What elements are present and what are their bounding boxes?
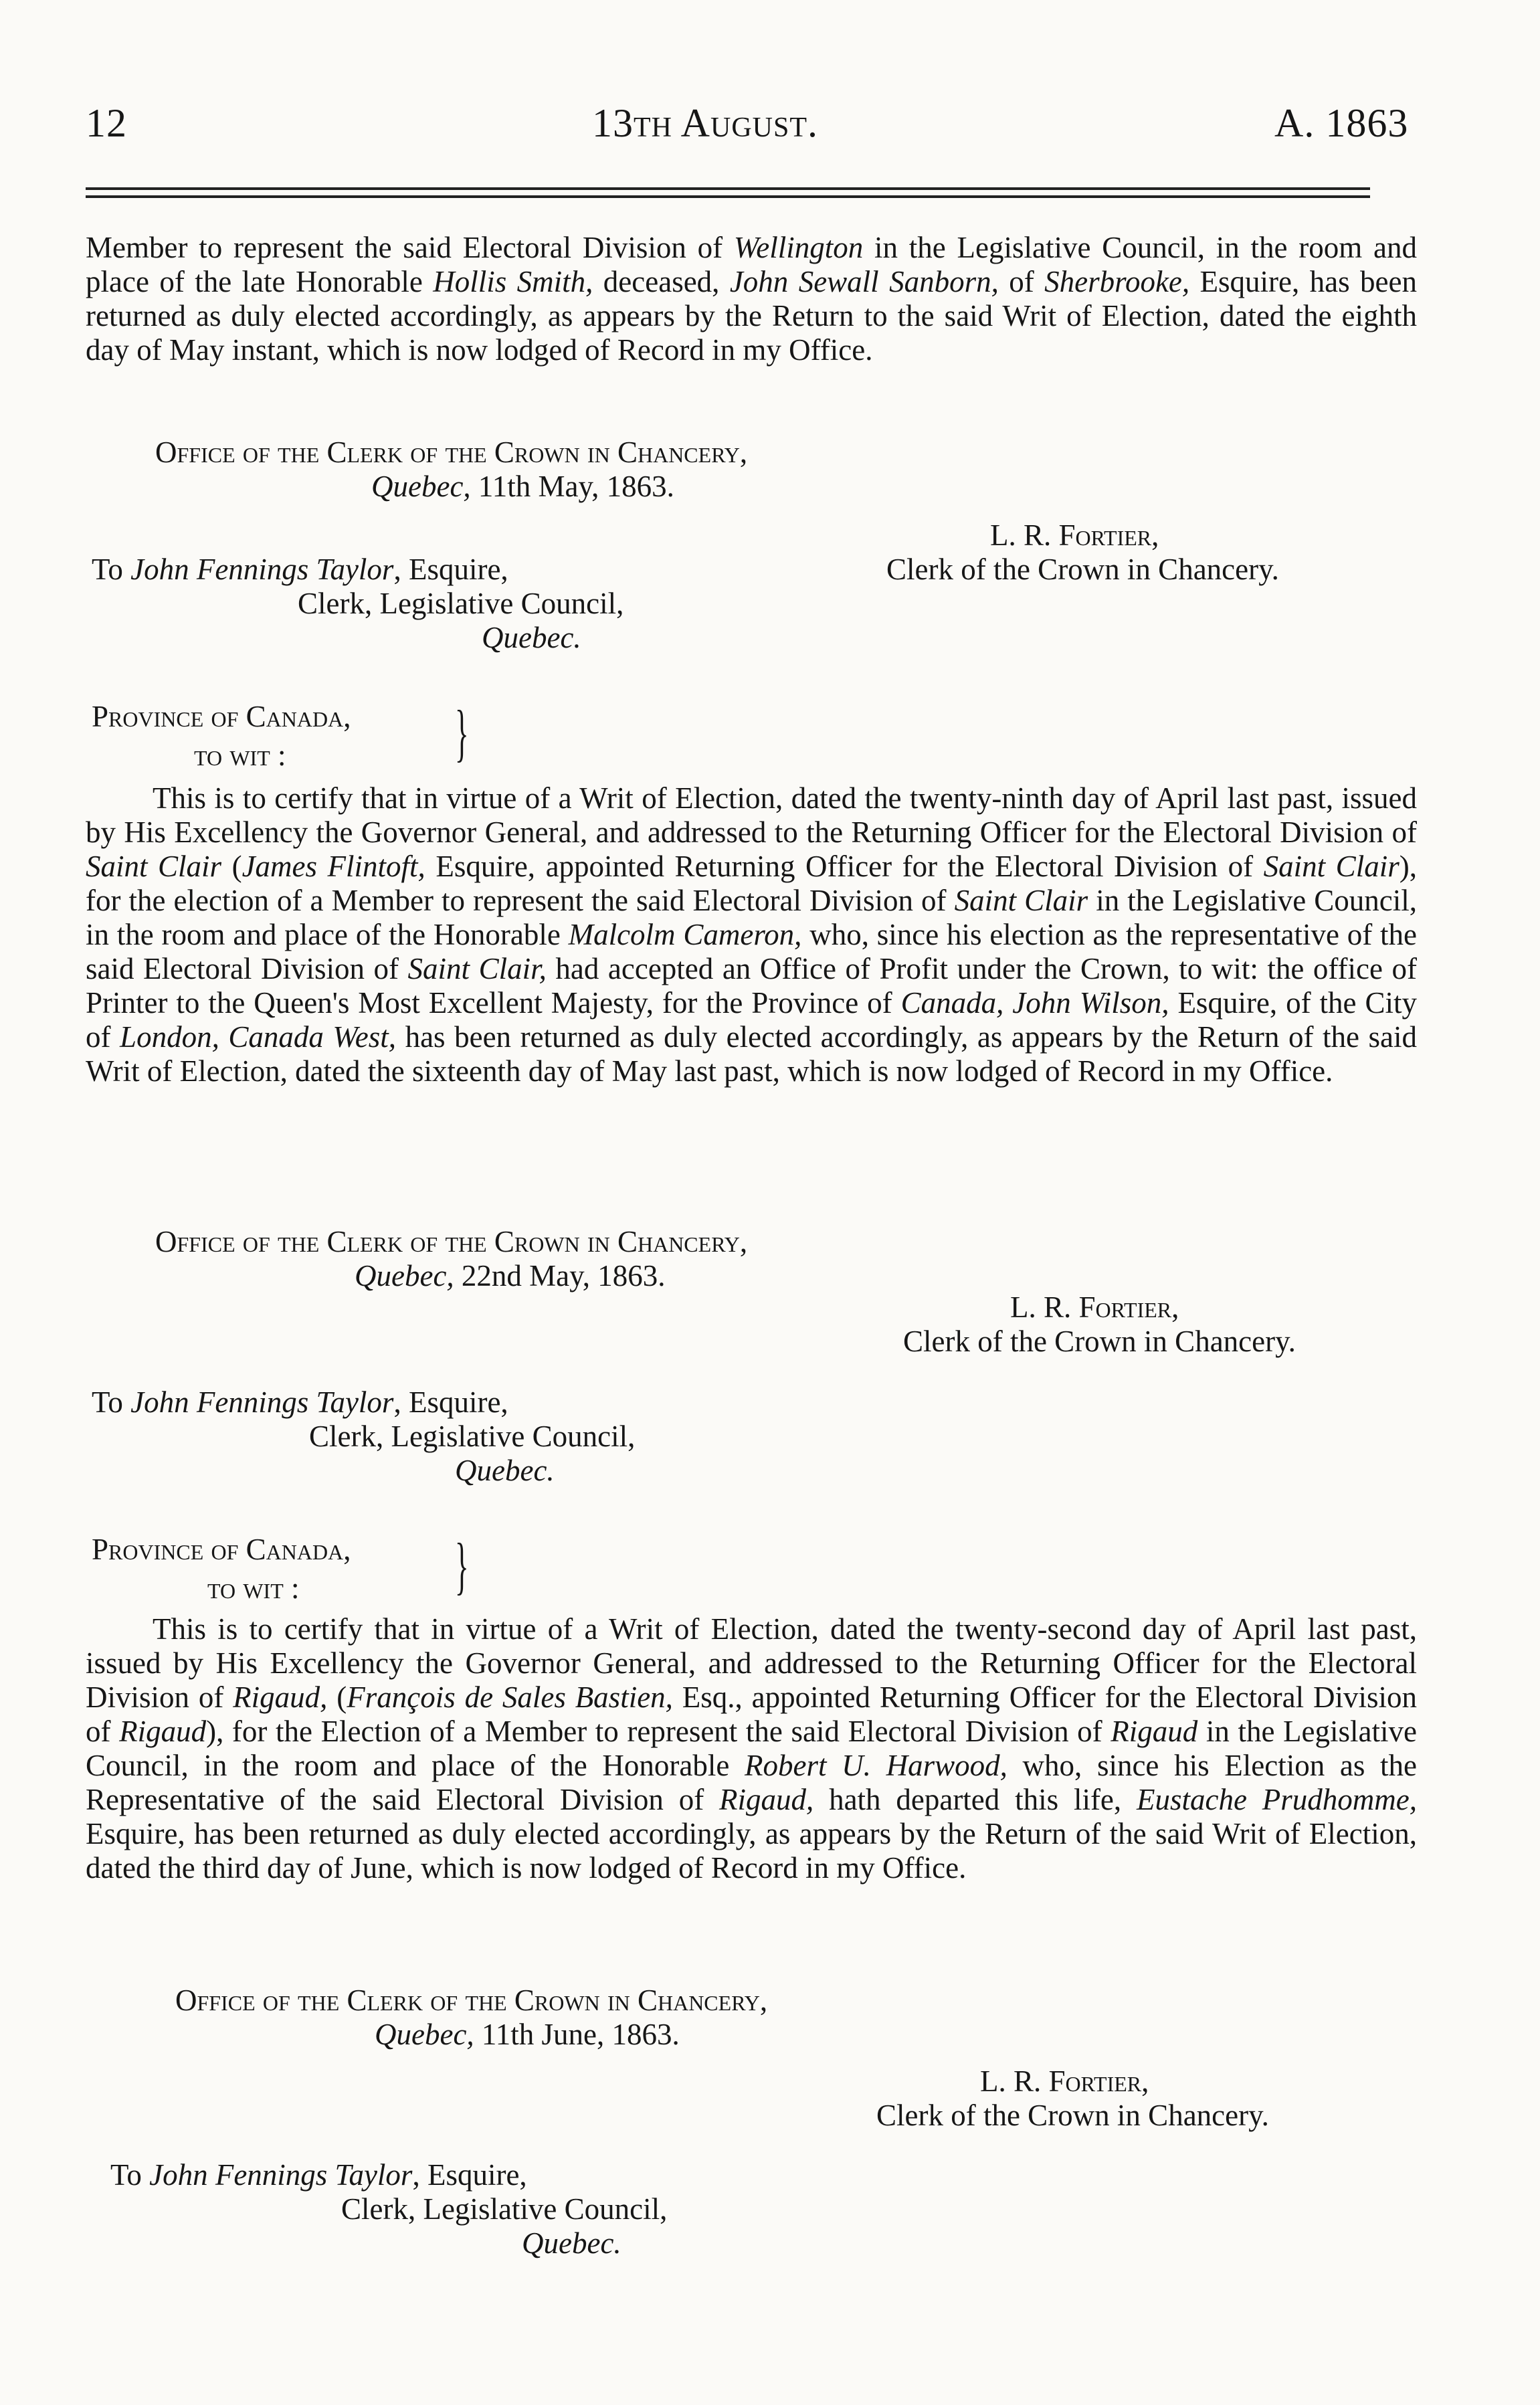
italic-text-run: Saint Clair — [86, 850, 222, 883]
italic-text-run: Robert U. Harwood, — [745, 1749, 1007, 1782]
italic-text-run: Rigaud, — [233, 1680, 328, 1714]
doc2-to-prefix: To — [92, 1385, 131, 1419]
text-run: Esquire, of the City of — [86, 986, 1417, 1054]
doc2-to-wit: to wit : — [194, 739, 286, 772]
doc2-province: Province of Canada, — [92, 700, 351, 733]
italic-text-run: James Flintoft, — [242, 850, 425, 883]
text-run: Esquire, has been returned as duly elected accordingly, as appears by the Return to the said Writ of Election, dated the eighth day of May instant, which is now lodged of Record in my Office. — [86, 265, 1417, 367]
italic-text-run: Rigaud, — [719, 1783, 814, 1816]
doc1-dateline — [371, 469, 674, 504]
text-run: Member to represent the said Electoral Division of — [86, 231, 734, 264]
page-number: 12 — [86, 101, 127, 145]
doc1-paragraph — [86, 231, 1417, 367]
doc2-to-name: John Fennings Taylor — [130, 1385, 394, 1419]
doc2-dateline — [355, 1258, 666, 1293]
text-run: This is to certify that in virtue of a Writ of Election, dated the twenty-ninth day of April last past, issued by His Excellency the Governor General, and addressed to the Returning Officer for the Electoral Division of — [86, 781, 1417, 849]
doc2-to-line3: Quebec. — [455, 1454, 555, 1487]
doc3-place: Quebec, — [375, 2018, 474, 2051]
text-run: Esquire, appointed Returning Officer for the Electoral Division of — [425, 850, 1264, 883]
doc3-date: 11th June, 1863. — [474, 2018, 680, 2051]
doc1-to-suffix: , Esquire, — [393, 553, 508, 586]
doc2-addressee — [92, 1385, 508, 1420]
text-run: Esq., appointed Returning Officer for the Electoral Division of — [86, 1680, 1417, 1748]
doc1-office: Office of the Clerk of the Crown in Chancery, — [155, 436, 748, 469]
doc1-to-prefix: To — [92, 553, 131, 586]
doc1-date: 11th May, 1863. — [470, 470, 674, 503]
doc2-brace-icon: } — [455, 697, 469, 768]
header-rule-top — [86, 187, 1370, 190]
text-run: ), for the election of a Member to represent the said Electoral Division of — [86, 850, 1417, 917]
italic-text-run: François de Sales Bastien, — [347, 1680, 673, 1714]
text-run: of — [998, 265, 1045, 298]
italic-text-run: Rigaud — [119, 1715, 207, 1748]
text-run: in the Legislative Council, in the room and place of the Honorable — [86, 884, 1417, 951]
doc1-to-name: John Fennings Taylor — [130, 553, 394, 586]
doc1-signer-title: Clerk of the Crown in Chancery. — [886, 553, 1279, 586]
text-run: who, since his election as the representative of the said Electoral Division of — [86, 918, 1417, 985]
italic-text-run: Saint Clair — [954, 884, 1088, 917]
text-run: This is to certify that in virtue of a Writ of Election, dated the twenty-second day of April last past, issued by His Excellency the Governor General, and addressed to the Returning Officer for the Electoral Division of — [86, 1612, 1417, 1714]
doc3-signer-title: Clerk of the Crown in Chancery. — [876, 2099, 1269, 2132]
italic-text-run: Hollis Smith, — [433, 265, 593, 298]
italic-text-run: Canada, John Wilson, — [900, 986, 1169, 1020]
doc2-to-suffix: , Esquire, — [393, 1385, 508, 1419]
doc3-brace-icon: } — [455, 1530, 469, 1601]
italic-text-run: London, Canada West, — [120, 1020, 397, 1054]
doc1-addressee — [92, 552, 508, 587]
doc2-signer: L. R. Fortier, — [1010, 1290, 1179, 1324]
italic-text-run: Rigaud — [1111, 1715, 1198, 1748]
doc1-to-line3: Quebec. — [482, 621, 581, 654]
doc3-paragraph — [86, 1612, 1417, 1885]
doc3-addressee — [110, 2157, 527, 2192]
text-run: ( — [221, 850, 242, 883]
text-run: in the Legislative Council, in the room and place of the late Honorable — [86, 231, 1417, 298]
doc3-body — [86, 1612, 1417, 1885]
doc1-signer: L. R. Fortier, — [990, 518, 1159, 552]
text-run: has been returned as duly elected accordingly, as appears by the Return of the said Writ of Election, dated the sixteenth day of May last past, which is now lodged of Record in my Office. — [86, 1020, 1417, 1088]
text-run: ( — [327, 1680, 347, 1714]
doc2-signer-title: Clerk of the Crown in Chancery. — [903, 1325, 1296, 1358]
italic-text-run: John Sewall Sanborn, — [729, 265, 999, 298]
italic-text-run: Saint Clair, — [407, 952, 547, 985]
doc3-to-name: John Fennings Taylor — [149, 2158, 413, 2192]
doc2-paragraph — [86, 781, 1417, 1088]
text-run: had accepted an Office of Profit under the Crown, to wit: the office of Printer to the Queen's Most Excellent Majesty, for the Province of — [86, 952, 1417, 1020]
text-run: ), for the Election of a Member to represent the said Electoral Division of — [206, 1715, 1111, 1748]
doc3-to-wit: to wit : — [207, 1571, 300, 1605]
italic-text-run: Sherbrooke, — [1044, 265, 1190, 298]
text-run: who, since his Election as the Representative of the said Electoral Division of — [86, 1749, 1417, 1816]
doc3-to-line3: Quebec. — [522, 2226, 621, 2260]
italic-text-run: Saint Clair — [1263, 850, 1400, 883]
italic-text-run: Wellington — [733, 231, 864, 264]
text-run: hath departed this life, — [813, 1783, 1137, 1816]
page-year: A. 1863 — [1274, 101, 1409, 145]
doc3-dateline — [375, 2017, 680, 2052]
page-date-heading: 13th August. — [592, 101, 819, 145]
italic-text-run: Malcolm Cameron, — [568, 918, 802, 951]
doc3-to-suffix: , Esquire, — [412, 2158, 527, 2192]
doc3-province: Province of Canada, — [92, 1533, 351, 1566]
doc2-body — [86, 781, 1417, 1088]
doc3-to-line2: Clerk, Legislative Council, — [341, 2192, 668, 2226]
doc1-body — [86, 231, 1417, 367]
doc3-to-prefix: To — [110, 2158, 150, 2192]
doc2-place: Quebec, — [355, 1259, 454, 1292]
text-run: in the Legislative Council, in the room and place of the Honorable — [86, 1715, 1417, 1782]
text-run: deceased, — [593, 265, 730, 298]
doc2-to-line2: Clerk, Legislative Council, — [309, 1420, 636, 1453]
doc3-office: Office of the Clerk of the Crown in Chancery, — [175, 1984, 768, 2017]
doc3-signer: L. R. Fortier, — [980, 2064, 1149, 2098]
text-run: Esquire, has been returned as duly elected accordingly, as appears by the Return of the said Writ of Election, dated the third day of June, which is now lodged of Record in my Office. — [86, 1817, 1417, 1885]
doc1-place: Quebec, — [371, 470, 471, 503]
header-rule-bottom — [86, 195, 1370, 198]
doc2-office: Office of the Clerk of the Crown in Chancery, — [155, 1225, 748, 1258]
italic-text-run: Eustache Prudhomme, — [1136, 1783, 1417, 1816]
doc1-to-line2: Clerk, Legislative Council, — [298, 587, 624, 620]
doc2-date: 22nd May, 1863. — [454, 1259, 666, 1292]
